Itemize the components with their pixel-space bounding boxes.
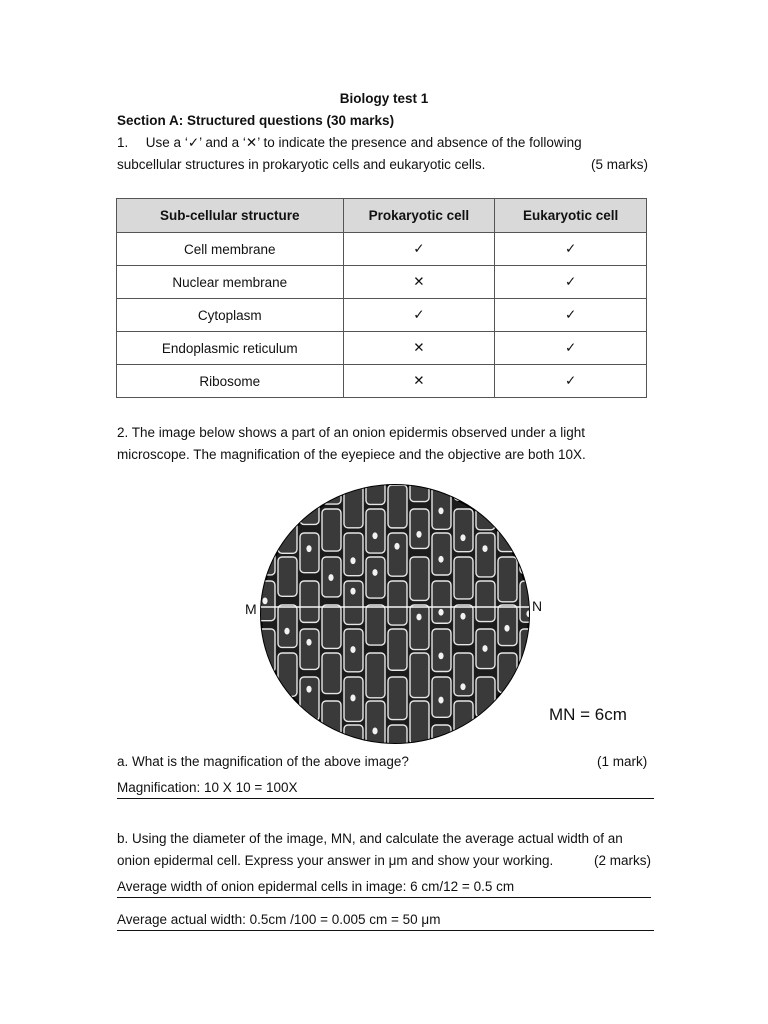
nucleus <box>350 557 355 564</box>
cell <box>410 701 429 744</box>
eukaryotic-mark: ✓ <box>495 365 647 398</box>
label-m: M <box>245 601 257 617</box>
nucleus <box>504 524 509 531</box>
cell <box>258 533 275 575</box>
nucleus <box>372 569 377 576</box>
nucleus <box>262 689 267 696</box>
cell <box>278 605 297 647</box>
cell <box>366 653 385 698</box>
cell <box>366 557 385 598</box>
nucleus <box>416 614 421 621</box>
cell <box>520 629 532 672</box>
cell <box>258 485 275 529</box>
label-n: N <box>532 598 543 614</box>
q2b-answer-1: Average width of onion epidermal cells in image: 6 cm/12 = 0.5 cm <box>117 879 651 898</box>
nucleus <box>306 686 311 693</box>
q2a-answer: Magnification: 10 X 10 = 100X <box>117 780 654 799</box>
table-row <box>117 365 647 398</box>
q2b-answer-2: Average actual width: 0.5cm /100 = 0.005 cm = 50 μm <box>117 912 654 931</box>
nucleus <box>482 545 487 552</box>
nucleus <box>526 545 531 552</box>
nucleus <box>350 743 355 745</box>
cell <box>432 533 451 575</box>
nucleus <box>526 655 531 662</box>
cell <box>520 581 532 622</box>
cell <box>366 701 385 745</box>
cell <box>388 581 407 625</box>
cell <box>344 533 363 576</box>
cell <box>410 653 429 698</box>
nucleus <box>306 545 311 552</box>
cell <box>476 485 495 530</box>
prokaryotic-mark: ✕ <box>343 332 495 365</box>
nucleus <box>328 574 333 581</box>
cell <box>454 557 473 599</box>
nucleus <box>460 613 465 620</box>
cell <box>366 605 385 645</box>
nucleus <box>350 588 355 595</box>
prokaryotic-mark: ✓ <box>343 233 495 266</box>
nucleus <box>416 531 421 538</box>
cell <box>454 483 473 500</box>
cell <box>432 629 451 672</box>
structure-cell: Cell membrane <box>117 233 344 266</box>
cell <box>432 581 451 623</box>
cell <box>520 677 532 720</box>
cell <box>300 581 319 622</box>
structure-cell: Endoplasmic reticulum <box>117 332 344 365</box>
q2a-question: a. What is the magnification of the above image? <box>117 754 409 769</box>
cell <box>258 677 275 722</box>
cell <box>278 653 297 696</box>
cell <box>520 533 532 574</box>
q2b-question-line2: onion epidermal cell. Express your answer in μm and show your working. <box>117 853 554 868</box>
structure-cell: Nuclear membrane <box>117 266 344 299</box>
cell <box>388 629 407 670</box>
cell <box>300 533 319 573</box>
cell <box>476 581 495 622</box>
cell <box>322 509 341 551</box>
table-header-row <box>117 199 647 233</box>
cell <box>476 677 495 717</box>
cell <box>498 653 517 693</box>
q2-text-line1: 2. The image below shows a part of an onion epidermis observed under a light <box>117 425 586 440</box>
cell <box>344 485 363 528</box>
subcellular-table <box>116 198 647 398</box>
cell <box>520 725 532 745</box>
cell <box>454 509 473 552</box>
cell <box>300 485 319 524</box>
nucleus <box>460 483 465 490</box>
cell <box>432 485 451 529</box>
table-row <box>117 233 647 266</box>
cell <box>322 483 341 504</box>
q2b-question-line1: b. Using the diameter of the image, MN, and calculate the average actual width of an <box>117 831 623 846</box>
cell <box>322 605 341 648</box>
cell <box>410 557 429 600</box>
nucleus <box>262 597 267 604</box>
eukaryotic-mark: ✓ <box>495 299 647 332</box>
q2a-marks: (1 mark) <box>597 754 648 769</box>
cell <box>388 725 407 745</box>
cell <box>454 605 473 645</box>
cell <box>498 509 517 552</box>
q1-number: 1. <box>117 135 129 150</box>
q1-instruction: Use a ‘✓’ and a ‘✕’ to indicate the presence and absence of the following <box>145 135 582 150</box>
mn-measurement: MN = 6cm <box>549 705 627 724</box>
onion-epidermis-micrograph <box>258 483 532 745</box>
cell <box>476 725 495 745</box>
q2b-marks: (2 marks) <box>594 853 651 868</box>
nucleus <box>284 491 289 498</box>
column-header: Eukaryotic cell <box>495 199 647 233</box>
cell <box>388 533 407 576</box>
cell <box>476 533 495 577</box>
nucleus <box>350 646 355 653</box>
cell <box>498 483 517 505</box>
cell <box>258 725 275 745</box>
q2-text-line2: microscope. The magnification of the eyepiece and the objective are both 10X. <box>117 447 586 462</box>
nucleus <box>438 507 443 514</box>
nucleus <box>394 543 399 550</box>
table-row <box>117 332 647 365</box>
cell <box>498 701 517 744</box>
cell <box>278 701 297 740</box>
nucleus <box>438 652 443 659</box>
eukaryotic-mark: ✓ <box>495 266 647 299</box>
cell <box>410 509 429 548</box>
structure-cell: Cytoplasm <box>117 299 344 332</box>
nucleus <box>372 532 377 539</box>
prokaryotic-mark: ✓ <box>343 299 495 332</box>
cell <box>322 653 341 694</box>
nucleus <box>504 625 509 632</box>
prokaryotic-mark: ✕ <box>343 365 495 398</box>
nucleus <box>482 645 487 652</box>
cell <box>278 557 297 596</box>
q1-text-line1 <box>117 135 582 151</box>
section-heading: Section A: Structured questions (30 marks) <box>117 113 395 128</box>
nucleus <box>438 609 443 616</box>
cell <box>300 725 319 745</box>
cell <box>344 581 363 624</box>
column-header: Prokaryotic cell <box>343 199 495 233</box>
nucleus <box>460 683 465 690</box>
page-title: Biology test 1 <box>339 91 429 106</box>
nucleus <box>438 697 443 704</box>
column-header: Sub-cellular structure <box>117 199 344 233</box>
cell <box>300 629 319 669</box>
table-row <box>117 299 647 332</box>
prokaryotic-mark: ✕ <box>343 266 495 299</box>
cell <box>388 485 407 528</box>
structure-cell: Ribosome <box>117 365 344 398</box>
cell <box>322 701 341 744</box>
cell <box>520 485 532 528</box>
eukaryotic-mark: ✓ <box>495 332 647 365</box>
cell <box>410 605 429 650</box>
nucleus <box>350 695 355 702</box>
q1-text-line2: subcellular structures in prokaryotic cells and eukaryotic cells. <box>117 157 486 172</box>
nucleus <box>460 534 465 541</box>
nucleus <box>306 639 311 646</box>
eukaryotic-mark: ✓ <box>495 233 647 266</box>
table-row <box>117 266 647 299</box>
cell <box>366 509 385 553</box>
cell <box>278 483 297 506</box>
q1-marks: (5 marks) <box>591 157 648 172</box>
cell <box>278 509 297 553</box>
cell <box>388 677 407 720</box>
nucleus <box>372 728 377 735</box>
nucleus <box>438 556 443 563</box>
cell <box>498 557 517 602</box>
nucleus <box>284 628 289 635</box>
